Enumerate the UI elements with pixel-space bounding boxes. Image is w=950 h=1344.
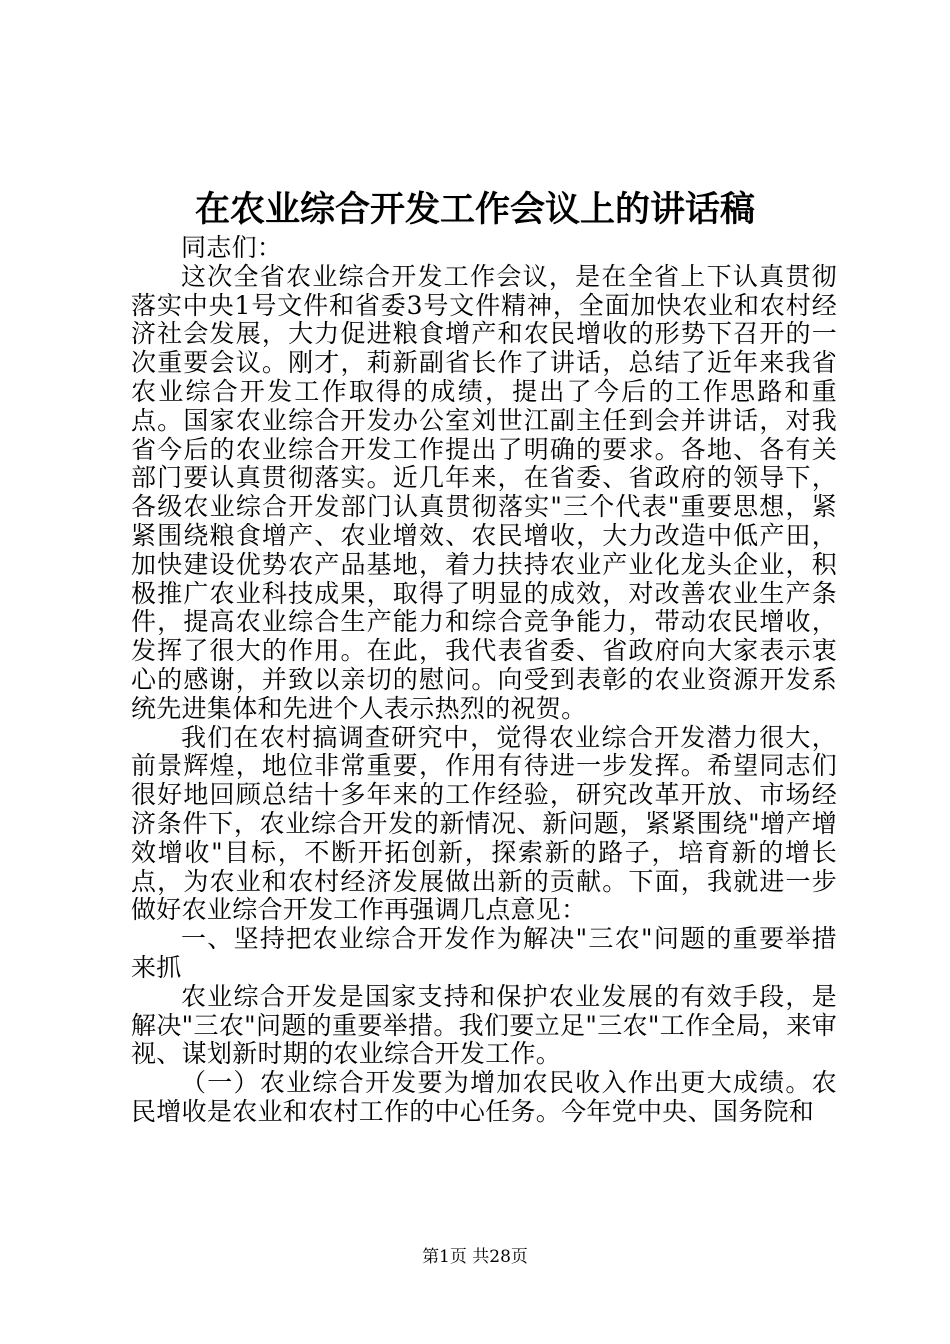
salutation-paragraph: 同志们： [181,233,283,262]
body-paragraph: （一）农业综合开发要为增加农民收入作出更大成绩。农民增收是农业和农村工作的中心任务。今年党中央、国务院和 [131,1068,837,1126]
body-paragraph: 农业综合开发是国家支持和保护农业发展的有效手段，是解决"三农"问题的重要举措。我们要立足"三农"工作全局，来审视、谋划新时期的农业综合开发工作。 [131,981,837,1069]
document-title: 在农业综合开发工作会议上的讲话稿 [194,189,755,230]
document-body [131,234,837,1127]
section-heading: 一、坚持把农业综合开发作为解决"三农"问题的重要举措来抓 [131,924,837,982]
body-paragraph: 我们在农村搞调查研究中，觉得农业综合开发潜力很大，前景辉煌，地位非常重要，作用有待进一步发挥。希望同志们很好地回顾总结十多年来的工作经验，研究改革开放、市场经济条件下，农业综合开发的新情况、新问题，紧紧围绕"增产增效增收"目标，不断开拓创新，探索新的路子，培育新的增长点，为农业和农村经济发展做出新的贡献。下面，我就进一步做好农业综合开发工作再强调几点意见： [131,722,837,925]
body-paragraph: 这次全省农业综合开发工作会议，是在全省上下认真贯彻落实中央1号文件和省委3号文件精神，全面加快农业和农村经济社会发展，大力促进粮食增产和农民增收的形势下召开的一次重要会议。刚才，莉新副省长作了讲话，总结了近年来我省农业综合开发工作取得的成绩，提出了今后的工作思路和重点。国家农业综合开发办公室刘世江副主任到会并讲话，对我省今后的农业综合开发工作提出了明确的要求。各地、各有关部门要认真贯彻落实。近几年来，在省委、省政府的领导下，各级农业综合开发部门认真贯彻落实"三个代表"重要思想，紧紧围绕粮食增产、农业增效、农民增收，大力改造中低产田，加快建设优势农产品基地，着力扶持农业产业化龙头企业，积极推广农业科技成果，取得了明显的成效，对改善农业生产条件，提高农业综合生产能力和综合竞争能力，带动农民增收，发挥了很大的作用。在此，我代表省委、省政府向大家表示衷心的感谢，并致以亲切的慰问。向受到表彰的农业资源开发系统先进集体和先进个人表示热烈的祝贺。 [131,261,837,723]
page-footer: 第1页 共28页 [422,1247,528,1267]
